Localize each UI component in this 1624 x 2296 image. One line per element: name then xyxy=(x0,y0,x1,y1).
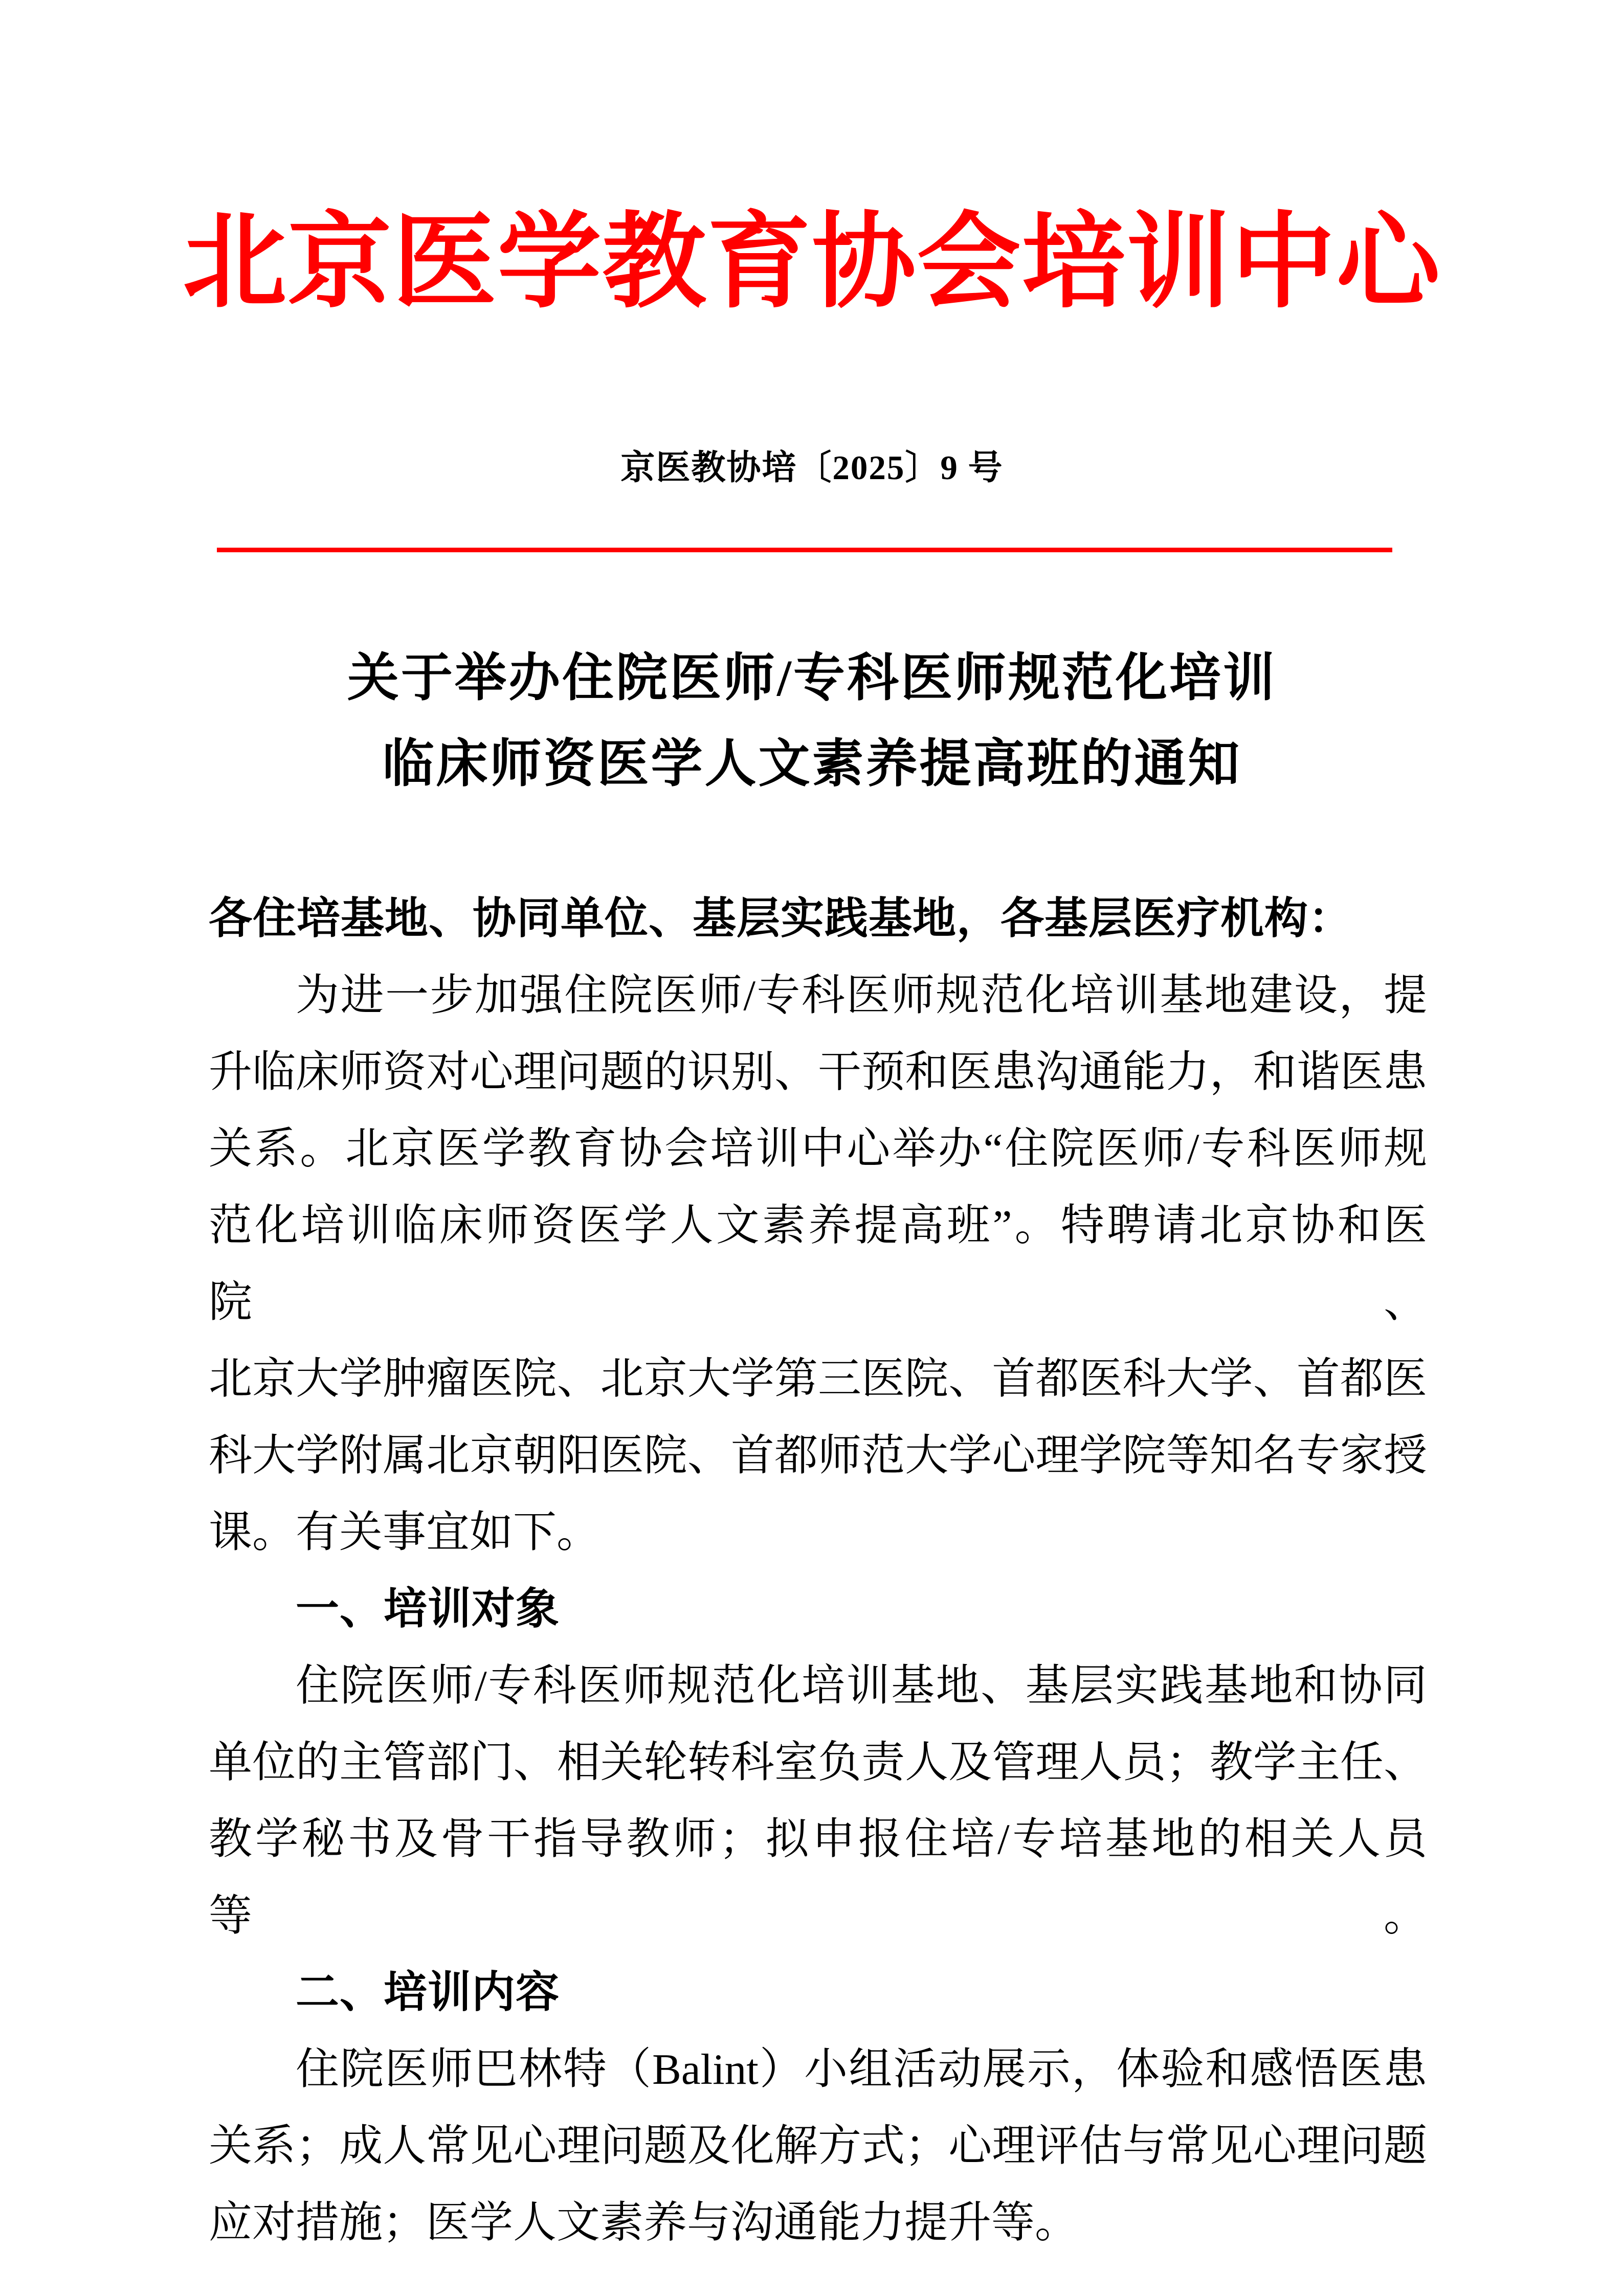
document-title-line-2: 临床师资医学人文素养提高班的通知 xyxy=(382,735,1242,793)
body-line: 北京大学肿瘤医院、北京大学第三医院、首都医科大学、首都医 xyxy=(209,1355,1427,1403)
body-line: 范化培训临床师资医学人文素养提高班”。特聘请北京协和医院、 xyxy=(209,1202,1427,1326)
document-title-line-1: 关于举办住院医师/专科医师规范化培训 xyxy=(347,649,1277,707)
body-line: 教学秘书及骨干指导教师；拟申报住培/专培基地的相关人员等。 xyxy=(209,1815,1427,1940)
red-divider-rule xyxy=(217,548,1392,552)
body-line: 科大学附属北京朝阳医院、首都师范大学心理学院等知名专家授 xyxy=(209,1432,1427,1480)
body-line: 住院医师巴林特（Balint）小组活动展示，体验和感悟医患 xyxy=(296,2045,1427,2094)
body-line: 单位的主管部门、相关轮转科室负责人及管理人员；教学主任、 xyxy=(209,1739,1427,1787)
body-line: 一、培训对象 xyxy=(296,1585,560,1633)
document-number: 京医教协培〔2025〕9 号 xyxy=(620,449,1004,487)
body-line: 关系；成人常见心理问题及化解方式；心理评估与常见心理问题 xyxy=(209,2122,1427,2170)
body-line: 升临床师资对心理问题的识别、干预和医患沟通能力，和谐医患 xyxy=(209,1048,1427,1096)
body-line: 为进一步加强住院医师/专科医师规范化培训基地建设，提 xyxy=(296,972,1427,1020)
document-body xyxy=(209,881,1427,2261)
body-line: 关系。北京医学教育协会培训中心举办“住院医师/专科医师规 xyxy=(209,1125,1427,1173)
organization-title: 北京医学教育协会培训中心 xyxy=(183,205,1441,320)
body-line: 应对措施；医学人文素养与沟通能力提升等。 xyxy=(209,2199,1079,2247)
body-line: 住院医师/专科医师规范化培训基地、基层实践基地和协同 xyxy=(296,1662,1427,1710)
body-line: 二、培训内容 xyxy=(296,1968,560,2017)
body-line: 课。有关事宜如下。 xyxy=(209,1509,600,1557)
document-title xyxy=(0,635,1624,807)
body-line: 各住培基地、协同单位、基层实践基地，各基层医疗机构： xyxy=(209,894,1353,943)
